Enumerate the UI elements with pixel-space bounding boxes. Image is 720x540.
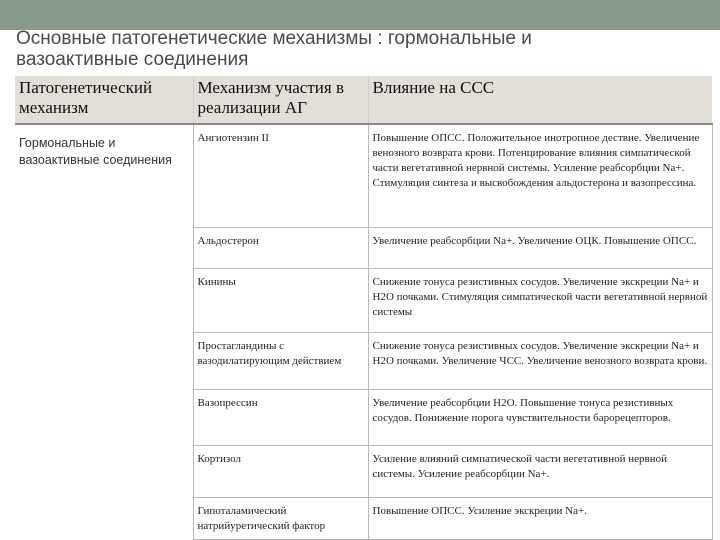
column-header-participation: Механизм участия в реализации АГ xyxy=(193,76,368,124)
effect-cell: Повышение ОПСС. Усиление экскреции Na+. xyxy=(368,497,712,539)
slide-title: Основные патогенетические механизмы : гормональные и вазоактивные соединения xyxy=(16,28,532,70)
effect-cell: Снижение тонуса резистивных сосудов. Увеличение экскреции Na+ и H2O почками. Увеличение ЧСС. Увеличение венозного возврата крови. xyxy=(368,332,712,389)
mechanism-cell: Альдостерон xyxy=(193,227,368,268)
effect-cell: Усиление влияний симпатической части вегетативной нервной системы. Усиление реабсорбции Na+. xyxy=(368,445,712,497)
effect-cell: Увеличение реабсорбции Na+. Увеличение ОЦК. Повышение ОПСС. xyxy=(368,227,712,268)
mechanisms-table xyxy=(15,76,713,540)
mechanism-cell: Вазопрессин xyxy=(193,389,368,445)
group-label-cell: Гормональные и вазоактивные соединения xyxy=(19,136,172,167)
mechanism-cell: Кортизол xyxy=(193,445,368,497)
column-header-cvs-effect: Влияние на ССС xyxy=(368,76,712,124)
effect-cell: Повышение ОПСС. Положительное инотропное дествие. Увеличение венозного возврата крови. Потенцирование влияния симпатической части вегетативной нервной системы. Усиление реабсорбции Na+. Стимуляция синтеза и высвобождения альдостерона и вазопрессина. xyxy=(368,124,712,227)
top-decor-bar xyxy=(0,0,720,30)
effect-cell: Увеличение реабсорбции H2O. Повышение тонуса резистивных сосудов. Понижение порога чувствительности барорецепторов. xyxy=(368,389,712,445)
mechanism-cell: Ангиотензин II xyxy=(193,124,368,227)
mechanism-cell: Простагландины с вазодилатирующим действием xyxy=(193,332,368,389)
column-header-mechanism: Патогенетический механизм xyxy=(15,76,193,124)
mechanism-cell: Гипоталамический натрийуретический фактор xyxy=(193,497,368,539)
table-row xyxy=(15,124,712,227)
effect-cell: Снижение тонуса резистивных сосудов. Увеличение экскреции Na+ и H2O почками. Стимуляция симпатической части вегетативной нервной системы xyxy=(368,268,712,332)
table-header-row xyxy=(15,76,712,124)
mechanism-cell: Кинины xyxy=(193,268,368,332)
